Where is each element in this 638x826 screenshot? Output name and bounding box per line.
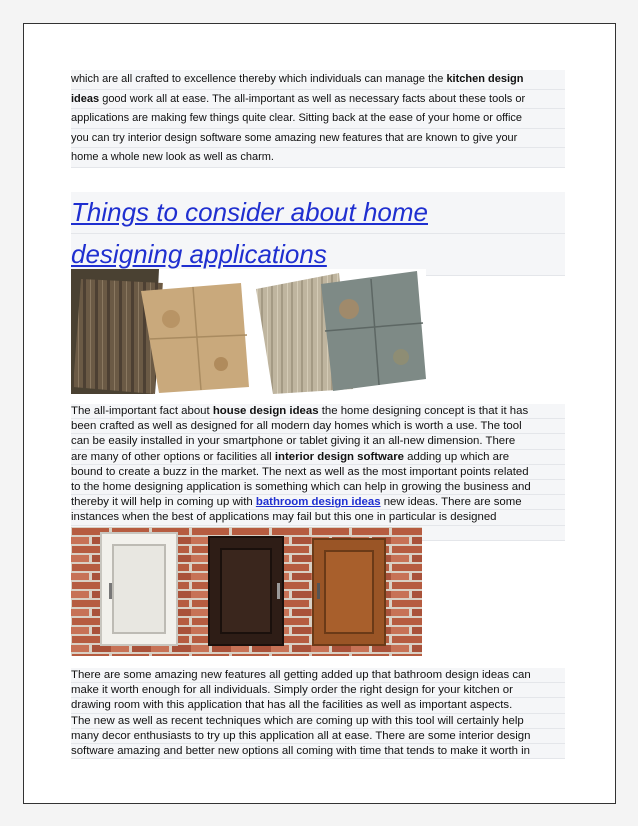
text-line: you can try interior design software some amazing new features that are known to give your bbox=[71, 129, 565, 149]
text-line: software amazing and better new options all coming with time that tends to make it worth in bbox=[71, 744, 565, 759]
text-line: which are all crafted to excellence thereby which individuals can manage the kitchen design bbox=[71, 70, 565, 90]
heading-line: Things to consider about home bbox=[71, 192, 565, 234]
text-line: home a whole new look as well as charm. bbox=[71, 148, 565, 168]
bathroom-design-ideas-link[interactable]: bathroom design ideas bbox=[255, 496, 381, 509]
text-line: make it worth enough for all individuals. Simply order the right design for your kitchen or bbox=[71, 683, 565, 698]
house-design-paragraph bbox=[71, 404, 565, 541]
section-heading bbox=[71, 192, 565, 276]
text-line: ideas good work all at ease. The all-important as well as necessary facts about these tools or bbox=[71, 90, 565, 110]
text-line: There are some amazing new features all getting added up that bathroom design ideas can bbox=[71, 668, 565, 683]
heading-line: designing applications bbox=[71, 234, 565, 276]
text-line: many decor enthusiasts to try up this application all at ease. There are some interior design bbox=[71, 729, 565, 744]
text-line: can be easily installed in your smartphone or tablet giving it an all-new dimension. There bbox=[71, 434, 565, 449]
text-line: applications are making few things quite clear. Sitting back at the ease of your home or office bbox=[71, 109, 565, 129]
text-line: thereby it will help in coming up with bathroom design ideas new ideas. There are some bbox=[71, 495, 565, 510]
text-line: instances when the best of applications may fail but this one in particular is designed bbox=[71, 510, 565, 525]
features-paragraph bbox=[71, 668, 565, 759]
text-line: been crafted as well as designed for all modern day homes which is worth a use. The tool bbox=[71, 419, 565, 434]
text-line: to the home designing application is something which can help in growing the business and bbox=[71, 480, 565, 495]
text-line: The new as well as recent techniques which are coming up with this tool will certainly help bbox=[71, 714, 565, 729]
cabinet-doors-image bbox=[71, 527, 422, 656]
intro-paragraph bbox=[71, 70, 565, 168]
text-line: bound to create a buzz in the market. The next as well as the most important points related bbox=[71, 465, 565, 480]
text-line: are many of other options or facilities all interior design software adding up which are bbox=[71, 450, 565, 465]
text-line: The all-important fact about house design ideas the home designing concept is that it has bbox=[71, 404, 565, 419]
flooring-samples-image bbox=[71, 269, 426, 394]
text-line: drawing room with this application that has all the facilities as well as important aspects. bbox=[71, 698, 565, 713]
